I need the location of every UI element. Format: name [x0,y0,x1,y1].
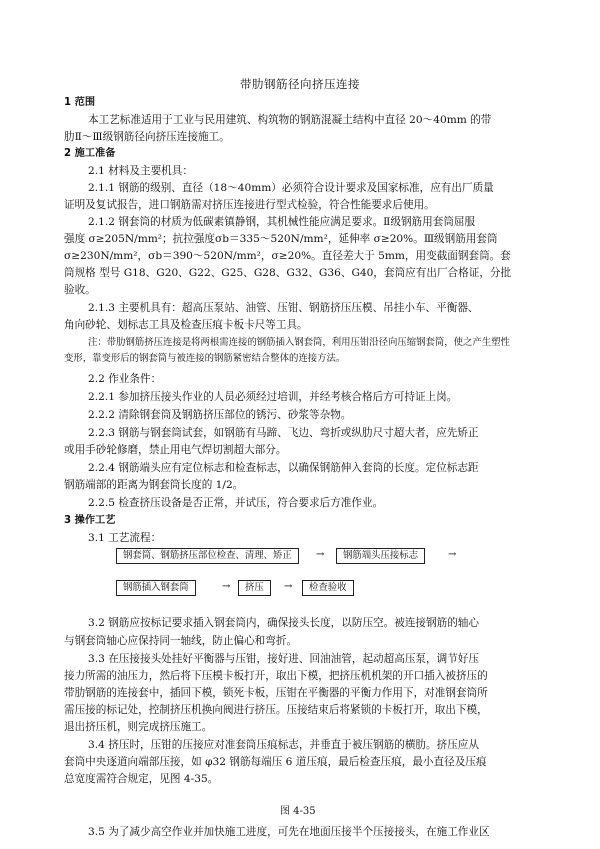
paragraph-line: 本工艺标准适用于工业与民用建筑、构筑物的钢筋混凝土结构中直径 20～40mm 的带 [88,114,492,126]
flow-arrow-icon: → [448,549,457,560]
paragraph-line: σ≥230N/mm²，σb＝390～520N/mm²，σ≥20%。直径差大于 5mm，用变截面钢套筒。套 [64,250,511,262]
paragraph-line: 3.5 为了减少高空作业并加快施工进度，可先在地面压接半个压接接头，在施工作业区 [88,826,490,838]
paragraph-line: 2.1.3 主要机具有：超高压泵站、油管、压钳、钢筋挤压压模、吊挂小车、平衡器、 [88,302,479,314]
note-line: 变形，靠变形后的钢套筒与被连接的钢筋紧密结合整体的连接方法。 [64,353,346,364]
section-3-heading: 3 操作工艺 [64,515,116,526]
paragraph-line: 筒规格 型号 G18、G20、G22、G25、G28、G32、G36、G40，套筒应有出厂合格证，分批 [64,267,512,279]
paragraph-line: 需压接的标记处，控制挤压机换向阀进行挤压。压接结束后将紧锁的卡板打开，取出下模， [64,704,488,716]
section-2-heading: 2 施工准备 [64,148,116,159]
flow-arrow-icon: → [284,581,293,592]
paragraph-line: 或用手砂轮修磨，禁止用电气焊切割超大部分。 [64,444,287,456]
paragraph-line: 3.3 在压接接头处挂好平衡器与压钳，接好进、回油油管，起动超高压泵，调节好压 [88,653,479,665]
paragraph-line: 验收。 [64,284,96,296]
paragraph-line: 钢筋端部的距离为钢套筒长度的 1/2。 [64,479,244,491]
section-1-heading: 1 范围 [64,97,96,108]
page-title: 带肋钢筋径向挤压连接 [240,77,360,91]
paragraph-line: 2.2.5 检查挤压设备是否正常，并试压，符合要求后方准作业。 [88,497,384,509]
paragraph-line: 2.2.3 钢筋与钢套筒试套，如钢筋有马蹄、飞边、弯折或纵肋尺寸超大者，应先矫正 [88,427,479,439]
paragraph-line: 2.1 材料及主要机具： [88,165,193,177]
figure-caption: 图 4-35 [280,806,316,817]
paragraph-line: 2.1.1 钢筋的级别、直径（18～40mm）必须符合设计要求及国家标准，应有出厂质量 [88,182,494,194]
flow-step-acceptance: 检查验收 [302,580,354,596]
paragraph-line: 2.2 作业条件： [88,373,162,385]
paragraph-line: 角向砂轮、划标志工具及检查压痕卡板卡尺等工具。 [64,319,308,331]
flow-step-mark: 钢筋端头压接标志 [336,548,425,564]
paragraph-line: 强度 σ≥205N/mm²；抗拉强度σb＝335～520N/mm²，延伸率 σ≥20%。Ⅲ级钢筋用套筒 [64,233,498,245]
paragraph-line: 2.2.1 参加挤压接头作业的人员必须经过培训，并经考核合格后方可持证上岗。 [88,391,458,403]
paragraph-line: 3.4 挤压时，压钳的压接应对准套筒压痕标志，并垂直于被压钢筋的横肋。挤压应从 [88,739,479,751]
paragraph-line: 2.2.4 钢筋端头应有定位标志和检查标志，以确保钢筋伸入套筒的长度。定位标志距 [88,462,479,474]
paragraph-line: 带肋钢筋的连接套中，插回下模，锁死卡板，压钳在平衡器的平衡力作用下，对准钢套筒所 [64,687,488,699]
paragraph-line: 3.1 工艺流程： [88,532,162,544]
flow-step-insert: 钢筋插入钢套筒 [116,580,196,596]
paragraph-line: 证明及复试报告，进口钢筋需对挤压连接进行型式检验，符合性能要求后使用。 [64,199,435,211]
paragraph-line: 3.2 钢筋应按标记要求插入钢套筒内，确保接头长度，以防压空。被连接钢筋的轴心 [88,617,479,629]
flow-step-squeeze: 挤压 [238,580,271,596]
paragraph-line: 套筒中央逐道向端部压接，如 φ32 钢筋每端压 6 道压痕，最后检查压痕，最小直径及压痕 [64,756,487,768]
note-line: 注：带肋钢筋挤压连接是将两根需连接的钢筋插入钢套筒，利用压钳沿径向压缩钢套筒，使之产生塑性 [88,337,510,348]
paragraph-line: 与钢套筒轴心应保持同一轴线，防止偏心和弯折。 [64,635,298,647]
paragraph-line: 总宽度需符合规定，见图 4-35。 [64,773,219,785]
paragraph-line: 退出挤压机，则完成挤压施工。 [64,721,213,733]
flow-arrow-icon: → [222,581,231,592]
paragraph-line: 2.2.2 清除钢套筒及钢筋挤压部位的锈污、砂浆等杂物。 [88,409,352,421]
paragraph-line: 接力所需的油压力，然后将下压模卡板打开，取出下模，把挤压机机架的开口插入被挤压的 [64,670,488,682]
flow-step-inspect: 钢套筒、钢筋挤压部位检查、清理、矫正 [116,548,299,564]
paragraph-line: 肋Ⅱ～Ⅲ级钢筋径向挤压连接施工。 [64,131,230,143]
paragraph-line: 2.1.2 钢套筒的材质为低碳素镇静钢，其机械性能应满足要求。Ⅱ级钢筋用套筒屈服 [88,216,476,228]
flow-arrow-icon: → [316,549,325,560]
